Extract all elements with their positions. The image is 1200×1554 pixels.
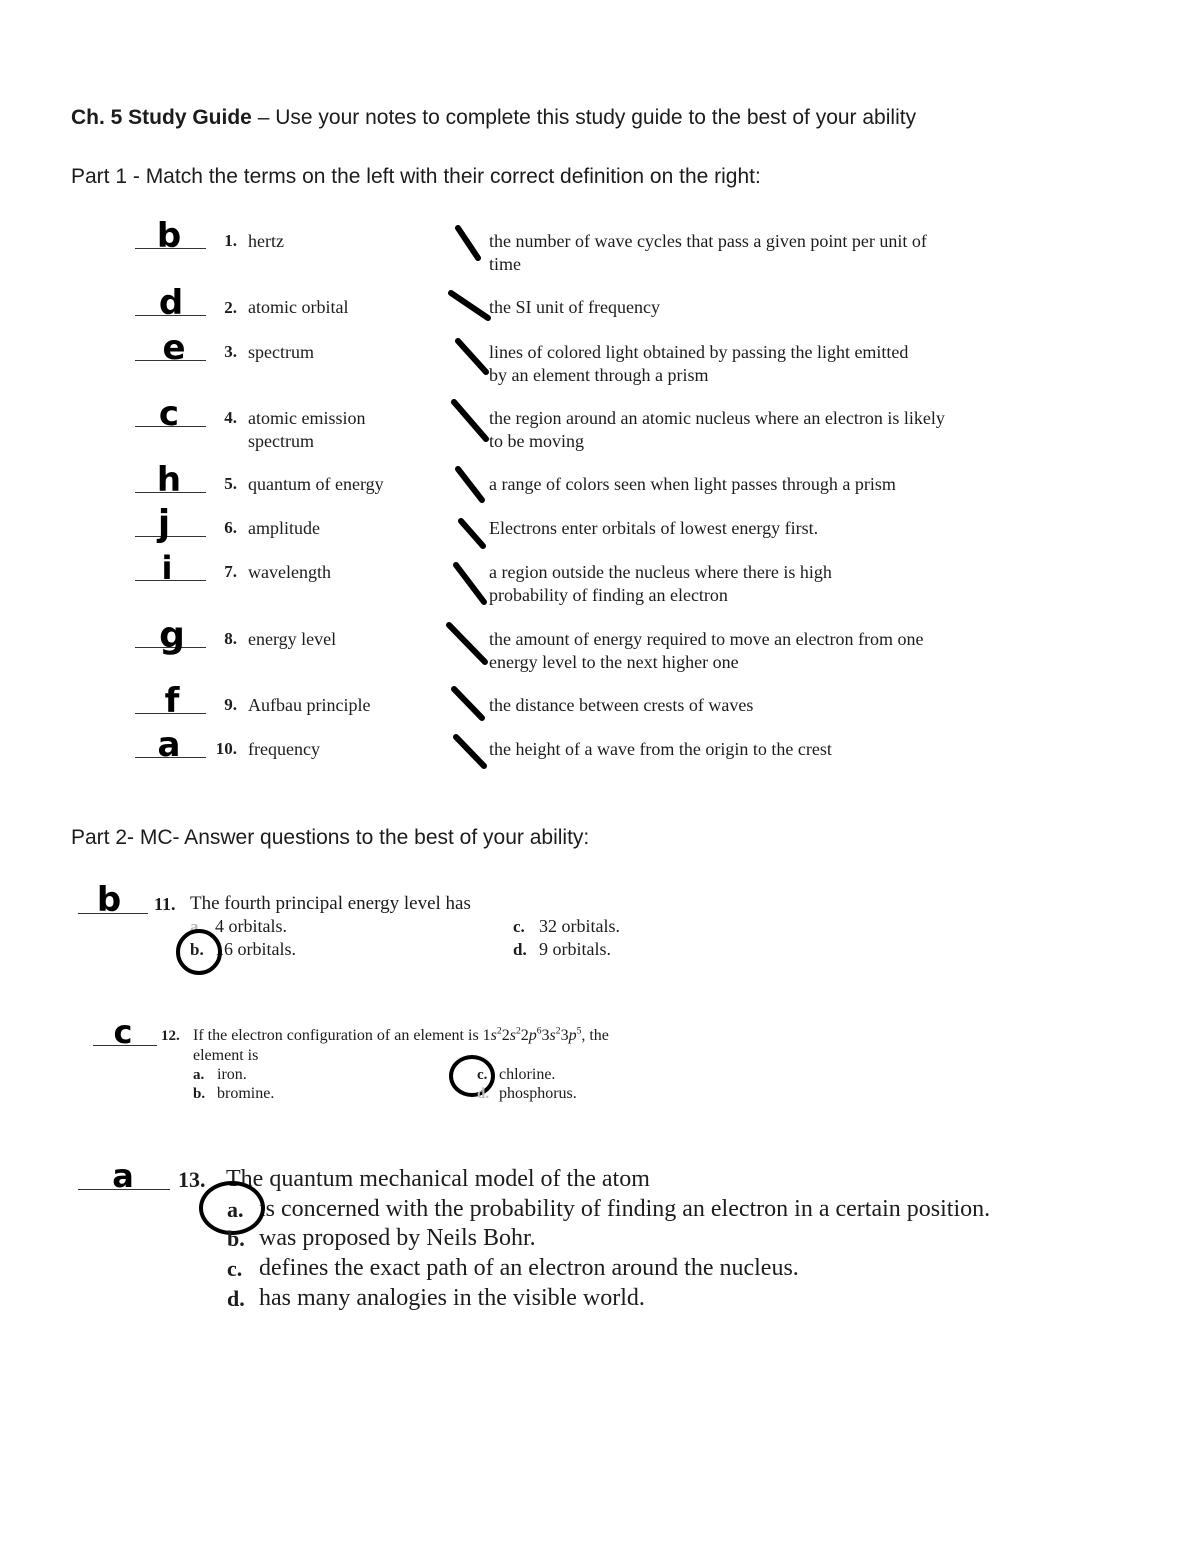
handwritten-answer: a: [112, 1157, 134, 1195]
option-text[interactable]: bromine.: [217, 1085, 275, 1102]
handwritten-answer: c: [158, 394, 180, 434]
item-number: 3.: [224, 342, 237, 361]
term: energy level: [248, 629, 337, 649]
option-text[interactable]: was proposed by Neils Bohr.: [259, 1225, 536, 1251]
question-number: 12.: [161, 1028, 180, 1044]
handwritten-answer: j: [157, 503, 171, 544]
check-mark-icon: [452, 224, 486, 264]
check-mark-icon: [455, 516, 489, 552]
handwritten-answer: d: [158, 283, 184, 323]
page-title: [71, 106, 916, 130]
handwritten-answer: h: [156, 460, 182, 500]
term: hertz: [248, 231, 284, 251]
definition: Electrons enter orbitals of lowest energy first.: [489, 518, 819, 538]
option-letter: b.: [193, 1086, 206, 1102]
option-letter: d.: [513, 940, 527, 959]
option-text[interactable]: 4 orbitals.: [215, 916, 287, 936]
check-mark-icon: [446, 288, 492, 324]
option-text[interactable]: iron.: [217, 1066, 247, 1083]
check-mark-icon: [448, 397, 492, 445]
item-number: 6.: [224, 518, 237, 537]
item-number: 7.: [224, 562, 237, 581]
item-number: 9.: [224, 695, 237, 714]
question-stem: If the electron configuration of an element is $1s^22s^22p^63s^23p^5$, the: [193, 1025, 609, 1044]
option-text[interactable]: phosphorus.: [499, 1085, 577, 1102]
subtitle: – Use your notes to complete this study guide to the best of your ability: [257, 106, 917, 129]
term: spectrum: [248, 342, 314, 362]
option-text[interactable]: 32 orbitals.: [539, 916, 620, 936]
definition: the SI unit of frequency: [489, 297, 660, 317]
option-text[interactable]: defines the exact path of an electron around the nucleus.: [259, 1255, 799, 1281]
term: quantum of energy: [248, 474, 384, 494]
check-mark-icon: [452, 464, 488, 506]
check-mark-icon: [450, 732, 490, 772]
option-text[interactable]: chlorine.: [499, 1066, 556, 1083]
handwritten-answer: a: [157, 725, 181, 765]
check-mark-icon: [450, 560, 490, 608]
check-mark-icon: [452, 336, 492, 378]
option-letter: a.: [190, 917, 203, 936]
option-text[interactable]: has many analogies in the visible world.: [259, 1285, 645, 1311]
question-stem-line2: element is: [193, 1047, 259, 1064]
definition: the height of a wave from the origin to the crest: [489, 739, 832, 759]
option-letter: c.: [227, 1256, 243, 1281]
title: Ch. 5 Study Guide: [71, 106, 252, 129]
definition: the distance between crests of waves: [489, 695, 754, 715]
term: frequency: [248, 739, 320, 759]
handwritten-answer: c: [113, 1013, 133, 1051]
option-letter: c.: [477, 1067, 488, 1083]
term: wavelength: [248, 562, 331, 582]
item-number: 5.: [224, 474, 237, 493]
item-number: 2.: [224, 298, 237, 317]
definition: lines of colored light obtained by passing the light emitted by an element through a prism: [489, 342, 909, 385]
item-number: 4.: [224, 408, 237, 427]
definition: a range of colors seen when light passes through a prism: [489, 474, 896, 494]
question-number: 13.: [178, 1167, 206, 1192]
handwritten-answer: g: [159, 615, 185, 656]
option-text[interactable]: is concerned with the probability of finding an electron in a certain position.: [259, 1196, 991, 1222]
definition: the number of wave cycles that pass a given point per unit of time: [489, 231, 927, 274]
handwritten-answer: i: [161, 549, 173, 587]
option-letter: a.: [193, 1067, 205, 1083]
answer-circle: [176, 929, 222, 975]
option-letter: a.: [227, 1197, 244, 1222]
handwritten-answer: e: [162, 328, 186, 368]
option-letter: d.: [227, 1286, 245, 1311]
stem-prefix: If the electron configuration of an element is 1: [193, 1027, 491, 1044]
term: amplitude: [248, 518, 320, 538]
option-letter: d.: [477, 1086, 490, 1102]
handwritten-answer: f: [164, 681, 180, 721]
term: Aufbau principle: [248, 695, 371, 715]
definition: the region around an atomic nucleus where an electron is likely to be moving: [489, 408, 945, 451]
question-number: 11.: [154, 894, 176, 914]
handwritten-answer: b: [156, 216, 182, 256]
part1-instruction: Part 1 - Match the terms on the left with their correct definition on the right:: [71, 165, 761, 188]
definition: a region outside the nucleus where there is high probability of finding an electron: [489, 562, 832, 605]
term: atomic emission spectrum: [248, 408, 366, 451]
option-text[interactable]: 16 orbitals.: [215, 939, 296, 959]
option-letter: b.: [190, 940, 204, 959]
check-mark-icon: [448, 684, 488, 724]
option-letter: b.: [227, 1226, 245, 1251]
item-number: 1.: [224, 231, 237, 250]
item-number: 8.: [224, 629, 237, 648]
definition: the amount of energy required to move an electron from one energy level to the next higher one: [489, 629, 924, 672]
item-number: 10.: [215, 739, 237, 758]
handwritten-answer: b: [96, 880, 122, 920]
check-mark-icon: [443, 620, 491, 668]
term: atomic orbital: [248, 297, 349, 317]
part2-instruction: Part 2- MC- Answer questions to the best of your ability:: [71, 826, 590, 849]
option-letter: c.: [513, 917, 525, 936]
option-text[interactable]: 9 orbitals.: [539, 939, 611, 959]
question-stem: The quantum mechanical model of the atom: [226, 1166, 650, 1192]
question-stem: The fourth principal energy level has: [190, 893, 471, 914]
